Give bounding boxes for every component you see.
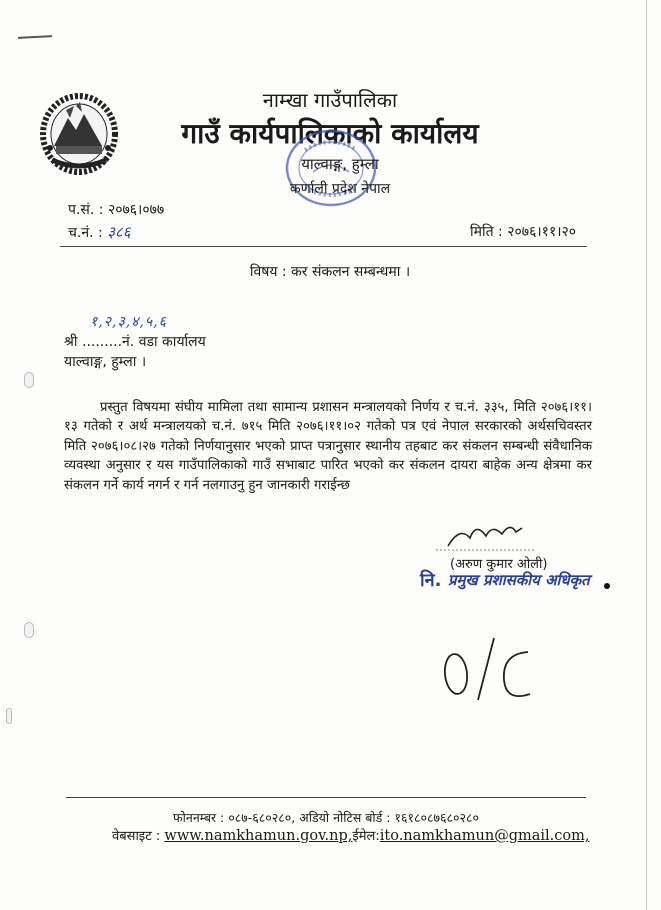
cn-label: च.नं. : xyxy=(68,225,103,241)
recipient-line-2: याल्वाङ्ग, हुम्ला । xyxy=(64,354,147,370)
letter-date xyxy=(470,222,576,241)
signatory-title: प्रमुख प्रशासकीय अधिकृत xyxy=(448,571,590,589)
page-edge xyxy=(646,0,647,910)
date-value: २०७६।११।२० xyxy=(507,224,577,240)
header-divider xyxy=(60,246,587,247)
website-link[interactable]: www.namkhamun.gov.np, xyxy=(164,828,353,844)
office-title: गाउँ कार्यपालिकाको कार्यालय xyxy=(181,117,479,150)
letter-ps-number xyxy=(68,200,164,219)
office-province: कर्णाली प्रदेश नेपाल xyxy=(289,181,391,197)
letter-cn-number xyxy=(68,222,131,242)
scan-mark xyxy=(18,35,52,39)
punch-hole-mark xyxy=(6,708,12,724)
office-name: नाम्खा गाउँपालिका xyxy=(262,88,398,112)
email-link[interactable]: ito.namkhamun@gmail.com, xyxy=(379,828,590,844)
handwritten-oc-note xyxy=(436,630,536,706)
punch-hole-mark xyxy=(24,622,34,638)
footer-divider xyxy=(66,797,586,798)
office-address: याल्वाङ्ग, हुम्ला xyxy=(301,155,379,173)
ps-label: प.सं. : xyxy=(68,202,104,218)
signatory-prefix: नि. xyxy=(420,570,442,591)
recipient-line-1: श्री .........नं. वडा कार्यालय xyxy=(64,334,206,350)
website-label: वेबसाइट : xyxy=(112,829,161,844)
ps-value: २०७६।०७७ xyxy=(107,202,165,218)
footer-phone: फोननम्बर : ०८७-६८०२८०, अडियो नोटिस बोर्ड : १६१८०८७६८०२८० xyxy=(173,810,479,825)
handwritten-signature xyxy=(430,516,540,552)
handwritten-ward-numbers: १,२,३,४,५,६ xyxy=(90,314,167,330)
footer-contact xyxy=(112,826,590,844)
cn-value: ३८६ xyxy=(107,223,131,241)
ink-dot xyxy=(604,583,610,589)
punch-hole-mark xyxy=(24,372,34,388)
signatory-name: (अरुण कुमार ओली) xyxy=(450,557,548,572)
government-emblem-icon xyxy=(36,88,122,178)
letter-body: प्रस्तुत विषयमा संघीय मामिला तथा सामान्य प्रशासन मन्त्रालयको निर्णय र च.नं. ३३५, मिति २०७६।११।१३ गतेको र अर्थ मन्त्रालयको च.नं. ७१५ मिति २०७६।११।०२ गतेको पत्र एवं नेपाल सरकारको अर्थसचिवस्तर मिति २०७६।०८।२७ गतेको निर्णयानुसार भएको प्राप्त पत्रानुसार स्थानीय तहबाट कर संकलन सम्बन्धी संवैधानिक व्यवस्था अनुसार र यस गाउँपालिकाको गाउँ सभाबाट पारित भएको कर संकलन दायरा बाहेक अन्य क्षेत्रमा कर संकलन गर्ने कार्य नगर्न र गर्न नलगाउनु हुन जानकारी गराईन्छ xyxy=(64,400,592,493)
email-label: ईमेल: xyxy=(352,829,380,844)
date-label: मिति : xyxy=(470,224,503,240)
letter-subject: विषय : कर संकलन सम्बन्धमा । xyxy=(249,264,411,280)
